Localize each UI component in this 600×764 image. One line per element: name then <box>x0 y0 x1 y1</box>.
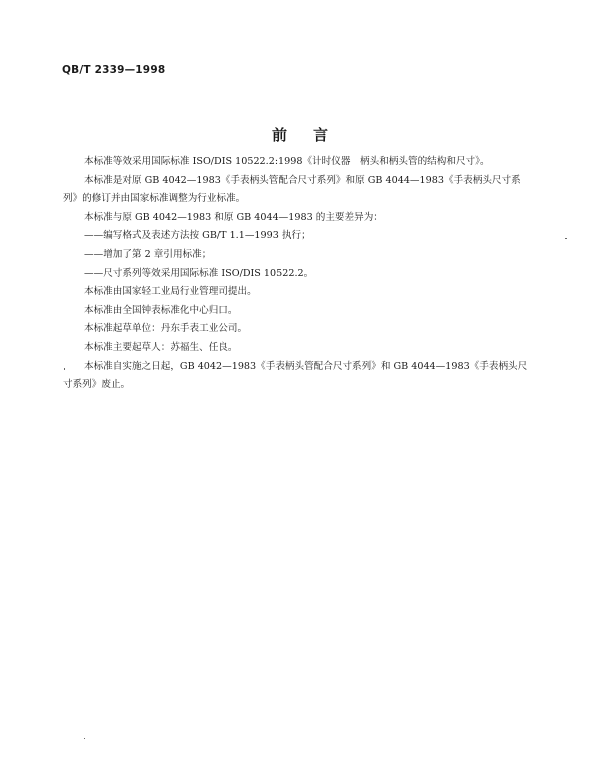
foreword-body <box>63 153 544 395</box>
scan-speck <box>64 368 65 370</box>
paragraph-centralized-by: 本标准由全国钟表标准化中心归口。 <box>84 304 238 316</box>
paragraph-abolition: 本标准自实施之日起，GB 4042—1983《手表柄头管配合尺寸系列》和 GB 4044—1983《手表柄头尺 <box>84 360 528 372</box>
list-item-format: ——编写格式及表述方法按 GB/T 1.1—1993 执行； <box>84 230 311 242</box>
page-title: 前言 <box>271 126 354 144</box>
scan-speck <box>565 238 567 239</box>
scan-speck <box>84 738 85 739</box>
paragraph-adoption: 本标准等效采用国际标准 ISO/DIS 10522.2:1998《计时仪器 柄头和柄头管的结构和尺寸》。 <box>84 156 490 167</box>
paragraph-drafters: 本标准主要起草人：苏福生、任良。 <box>84 341 238 353</box>
paragraph-revision-cont: 列》的修订并由国家标准调整为行业标准。 <box>63 193 246 205</box>
paragraph-drafting-unit: 本标准起草单位：丹东手表工业公司。 <box>84 323 248 335</box>
list-item-sizes: ——尺寸系列等效采用国际标准 ISO/DIS 10522.2。 <box>84 267 314 279</box>
paragraph-differences: 本标准与原 GB 4042—1983 和原 GB 4044—1983 的主要差异为： <box>84 211 383 223</box>
paragraph-abolition-cont: 寸系列》废止。 <box>63 379 131 391</box>
standard-code: QB/T 2339—1998 <box>62 64 166 76</box>
paragraph-proposed-by: 本标准由国家轻工业局行业管理司提出。 <box>84 286 257 298</box>
list-item-chapter2: ——增加了第 2 章引用标准； <box>84 248 212 260</box>
paragraph-revision: 本标准是对原 GB 4042—1983《手表柄头管配合尺寸系列》和原 GB 4044—1983《手表柄头尺寸系 <box>84 174 521 186</box>
